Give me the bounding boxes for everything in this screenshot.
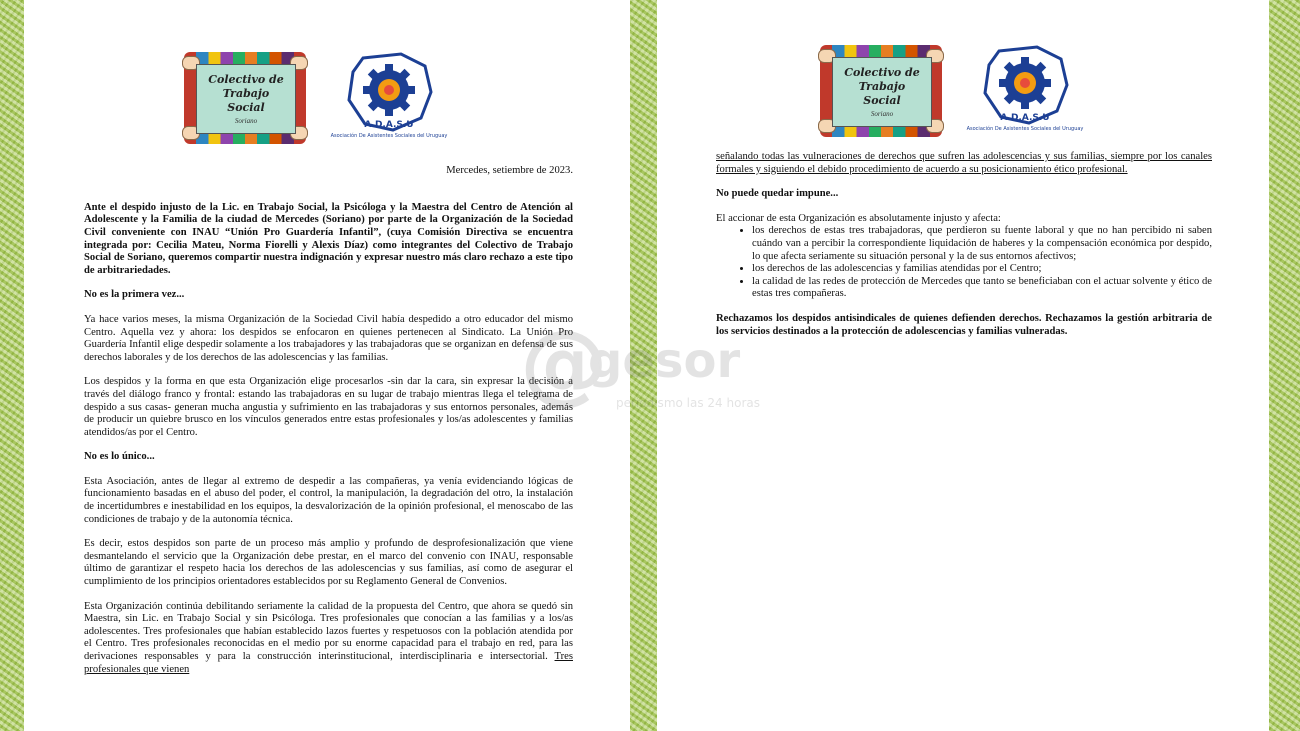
adasu-logo-caption: Asociación De Asistentes Sociales del Uruguay [330,133,448,139]
watermark-tagline: periodismo [616,396,683,410]
closing-statement: Rechazamos los despidos antisindicales de quienes defienden derechos. Rechazamos la gestión arbitraria de los servicios destinados a la protección de adolescencias y familias vulneradas. [716,312,1212,337]
list-item: • los derechos de las adolescencias y familias atendidas por el Centro; [752,263,1212,276]
logos-header-right [820,45,1084,137]
letter-body-right [716,151,1212,338]
list-item: • los derechos de estas tres trabajadoras, que perdieron su fuente laboral y que no han percibido ni saben cuándo van a percibir la correspondiente liquidación de haberes y la compensación económica por despido, lo que afecta seriamente su situación personal y la de sus entornos afectivos; [752,225,1212,263]
document-page-left [24,0,630,731]
paragraph-2: Los despidos y la forma en que esta Organización elige procesarlos -sin dar la cara, sin expresar la decisión a través del diálogo franco y frontal: estando las trabajadoras en su lugar de trabajo mientras llega el telegrama de despido a sus casas- generan mucha angustia y sufrimiento en las trabajadoras y sus entornos personales, además de producir un quiebre brusco en los vínculos generados entre estas profesionales y los/as adolescentes y familias atendidos/as por el Centro. [84,376,573,438]
paragraph-4: Es decir, estos despidos son parte de un proceso más amplio y profundo de desprofesionalización que viene desmantelando el servicio que la Organización debe prestar, en el marco del convenio con INAU, responsable último de garantizar el respeto hacia los derechos de las adolescencias y sus familias, así como de asegurar el cumplimiento de los principios orientadores establecidos por su Reglamento General de Convenios. [84,538,573,588]
colectivo-logo [820,45,942,137]
section-heading-lo-unico: No es lo único... [84,451,155,463]
section-heading-impune: No puede quedar impune... [716,188,839,200]
letter-date: Mercedes, setiembre de 2023. [446,164,573,176]
adasu-logo-caption: Asociación De Asistentes Sociales del Uruguay [966,126,1084,132]
adasu-logo-name: A.D.A.S.U [1000,113,1050,123]
logos-header [184,52,448,144]
paragraph-1: Ya hace varios meses, la misma Organización de la Sociedad Civil había despedido a otro educador del mismo Centro. Aquella vez y ahora: los despidos se enfocaron en quienes pertenecen al Sindicato. La Unión Pro Guardería Infantil elige despedir solamente a los trabajadores y las trabajadoras que se organizan en defensa de sus derechos laborales y de los derechos de las adolescencias y las familias. [84,313,573,363]
adasu-logo [966,45,1084,137]
paragraph-5-underlined: Tres profesionales que vienen [84,651,573,675]
colectivo-logo-subtitle: Soriano [234,117,258,125]
letter-body-left [84,154,573,676]
paragraph-lead: El accionar de esta Organización es absolutamente injusto y afecta: [716,212,1001,224]
colectivo-logo-title: Colectivo de Trabajo Social [844,66,920,107]
colectivo-logo-subtitle: Soriano [870,110,894,118]
paragraph-3: Esta Asociación, antes de llegar al extremo de despedir a las compañeras, ya venía evidenciando lógicas de funcionamiento basadas en el abuso del poder, el control, la manipulación, la degradación del otro, la instalación de incertidumbres e inestabilidad en los equipos, la desvalorización de la opinión profesional, el menoscabo de las condiciones de trabajo y de la autonomía técnica. [84,475,573,525]
colectivo-logo-title: Colectivo de Trabajo Social [208,73,284,114]
section-heading-primera-vez: No es la primera vez... [84,289,185,301]
letter-intro: Ante el despido injusto de la Lic. en Trabajo Social, la Psicóloga y la Maestra del Centro de Atención al Adolescente y la Familia de la ciudad de Mercedes (Soriano) por parte de la Organización de la Sociedad Civil conveniente con INAU “Unión Pro Guardería Infantil”, (cuya Comisión Directiva se encuentra integrada por: Cecilia Mateu, Norma Fiorelli y Alexis Díaz) como integrantes del Colectivo de Trabajo Social de Soriano, queremos compartir nuestra indignación y expresar nuestro más claro rechazo a este tipo de arbitrariedades. [84,201,573,276]
adasu-logo [330,52,448,144]
colectivo-logo [184,52,306,144]
paragraph-5-text: Esta Organización continúa debilitando seriamente la calidad de la propuesta del Centro, que ahora se quedó sin Maestra, sin Lic. en Trabajo Social y sin Psicóloga. Tres profesionales que conocían a las familias y a los/as adolescentes. Tres profesionales que habían establecido lazos fuertes y respetuosos con la población atendida por el Centro. Tres profesionales reconocidas en el medio por su enorme capacidad para el trabajo en red, para las derivaciones responsables y para la construcción interinstitucional, interdisciplinaria e intersectorial. [84,600,573,662]
affected-list [716,225,1212,301]
adasu-logo-name: A.D.A.S.U [364,120,414,130]
document-page-right [657,0,1269,731]
paragraph-continuation: señalando todas las vulneraciones de derechos que sufren las adolescencias y sus familias, siempre por los canales formales y siguiendo el debido procedimiento de acuerdo a su posicionamiento ético profesional. [716,151,1212,175]
paragraph-5 [84,601,573,677]
list-item: • la calidad de las redes de protección de Mercedes que tanto se beneficiaban con el actuar solvente y ético de estas tres compañeras. [752,276,1212,301]
